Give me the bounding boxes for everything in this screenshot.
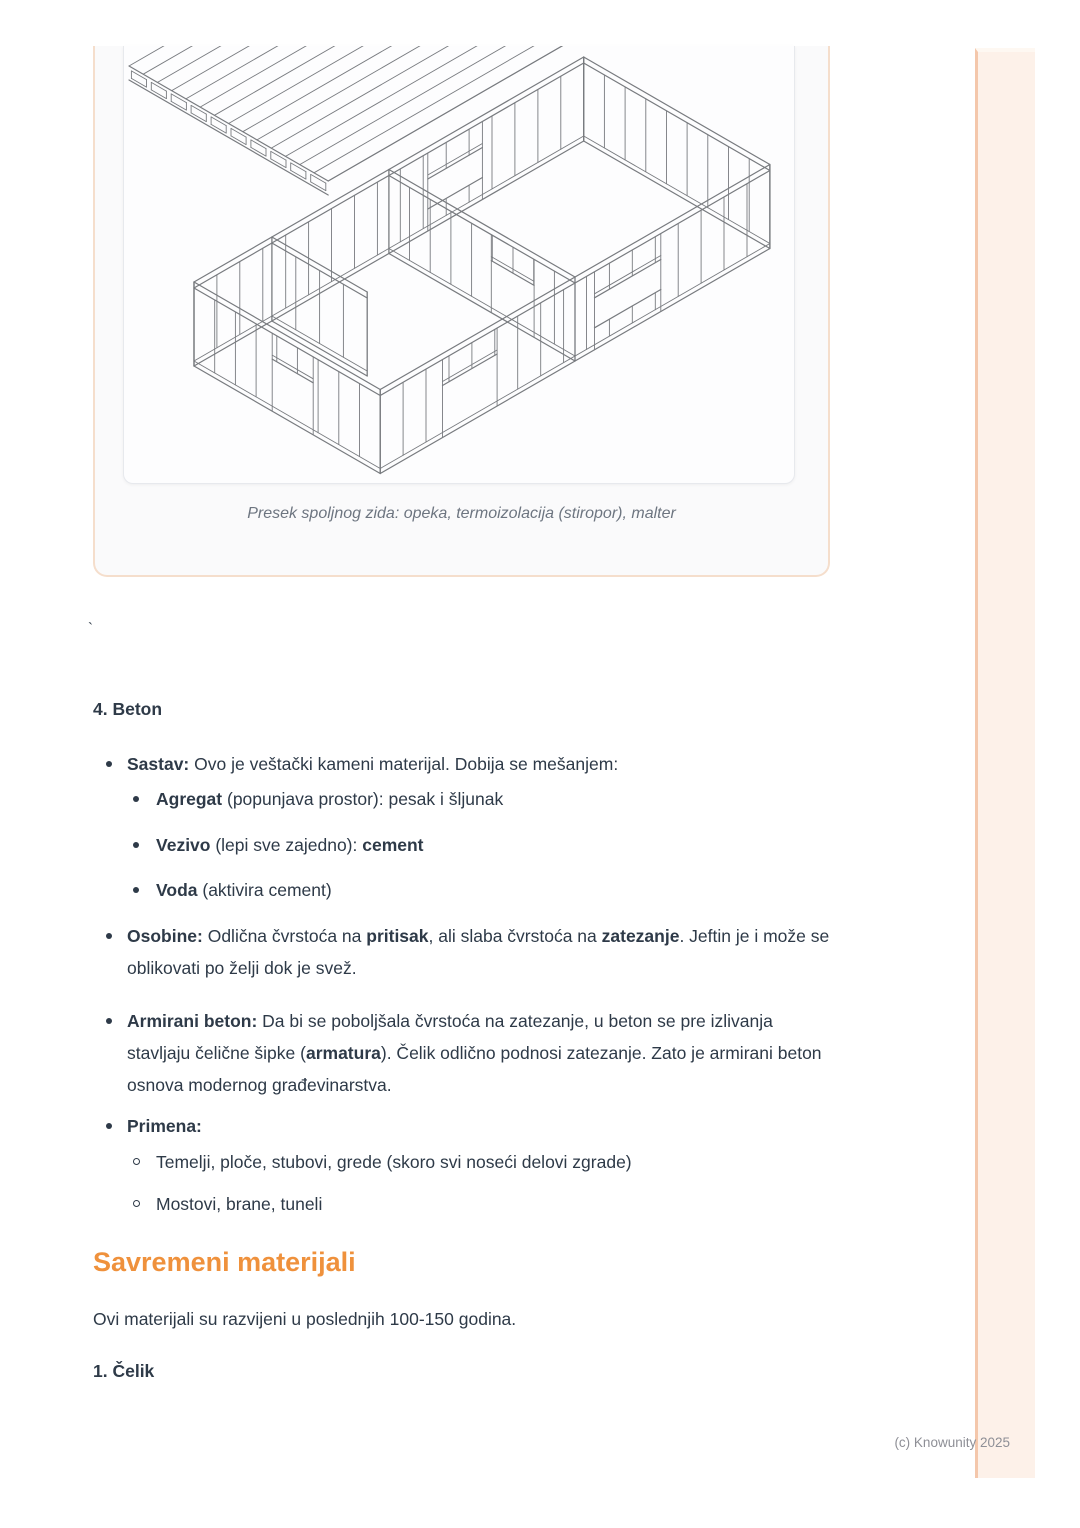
bullet-icon bbox=[106, 1123, 112, 1129]
primena-sublist bbox=[120, 1142, 830, 1220]
bullet-icon bbox=[106, 761, 112, 767]
bullet-icon bbox=[133, 796, 139, 802]
sastav-sublist bbox=[120, 780, 830, 906]
stray-backtick: ` bbox=[88, 620, 93, 637]
heading-savremeni-materijali: Savremeni materijali bbox=[93, 1247, 356, 1277]
heading-beton: 4. Beton bbox=[93, 699, 163, 719]
bullet-icon bbox=[133, 842, 139, 848]
figure-caption: Presek spoljnog zida: opeka, termoizolacija (stiropor), malter bbox=[247, 505, 676, 522]
list-item-armirani: Armirani beton: Da bi se poboljšala čvrstoća na zatezanje, u beton se pre izlivanja stavljaju čelične šipke (armatura). Čelik odlično podnosi zatezanje. Zato je armirani beton osnova modernog građevinarstva. bbox=[93, 1005, 830, 1101]
list-item-voda: Voda (aktivira cement) bbox=[120, 874, 830, 906]
house-framing-drawing bbox=[124, 46, 795, 484]
figure-card bbox=[93, 46, 830, 577]
bullet-icon bbox=[133, 887, 139, 893]
savremeni-intro: Ovi materijali su razvijeni u poslednjih 100-150 godina. bbox=[93, 1309, 517, 1329]
list-item-primena: Primena: Temelji, ploče, stubovi, grede (skoro svi noseći delovi zgrade) Mostovi, brane, tuneli bbox=[93, 1110, 830, 1220]
list-item-temelji: Temelji, ploče, stubovi, grede (skoro svi noseći delovi zgrade) bbox=[120, 1146, 830, 1178]
heading-celik: 1. Čelik bbox=[93, 1361, 155, 1381]
list-item-mostovi: Mostovi, brane, tuneli bbox=[120, 1188, 830, 1220]
list-item-osobine: Osobine: Odlična čvrstoća na pritisak, ali slaba čvrstoća na zatezanje. Jeftin je i može se oblikovati po želji dok je svež. bbox=[93, 920, 830, 984]
list-item-vezivo: Vezivo (lepi sve zajedno): cement bbox=[120, 829, 830, 861]
list-item-agregat: Agregat (popunjava prostor): pesak i šljunak bbox=[120, 783, 830, 815]
document-body bbox=[88, 577, 830, 1387]
circle-bullet-icon bbox=[133, 1200, 140, 1207]
copyright-footer: (c) Knowunity 2025 bbox=[894, 1435, 1010, 1450]
decorative-sidebar bbox=[975, 48, 1035, 1478]
beton-list bbox=[93, 748, 830, 1220]
bullet-icon bbox=[106, 933, 112, 939]
bullet-icon bbox=[106, 1018, 112, 1024]
circle-bullet-icon bbox=[133, 1158, 140, 1165]
list-item-sastav: Sastav: Ovo je veštački kameni materijal. Dobija se mešanjem: Agregat (popunjava prostor): pesak i šljunak Vezivo (lepi sve zajedno): cement Voda (aktivira cement) bbox=[93, 748, 830, 906]
figure-image bbox=[123, 46, 795, 484]
